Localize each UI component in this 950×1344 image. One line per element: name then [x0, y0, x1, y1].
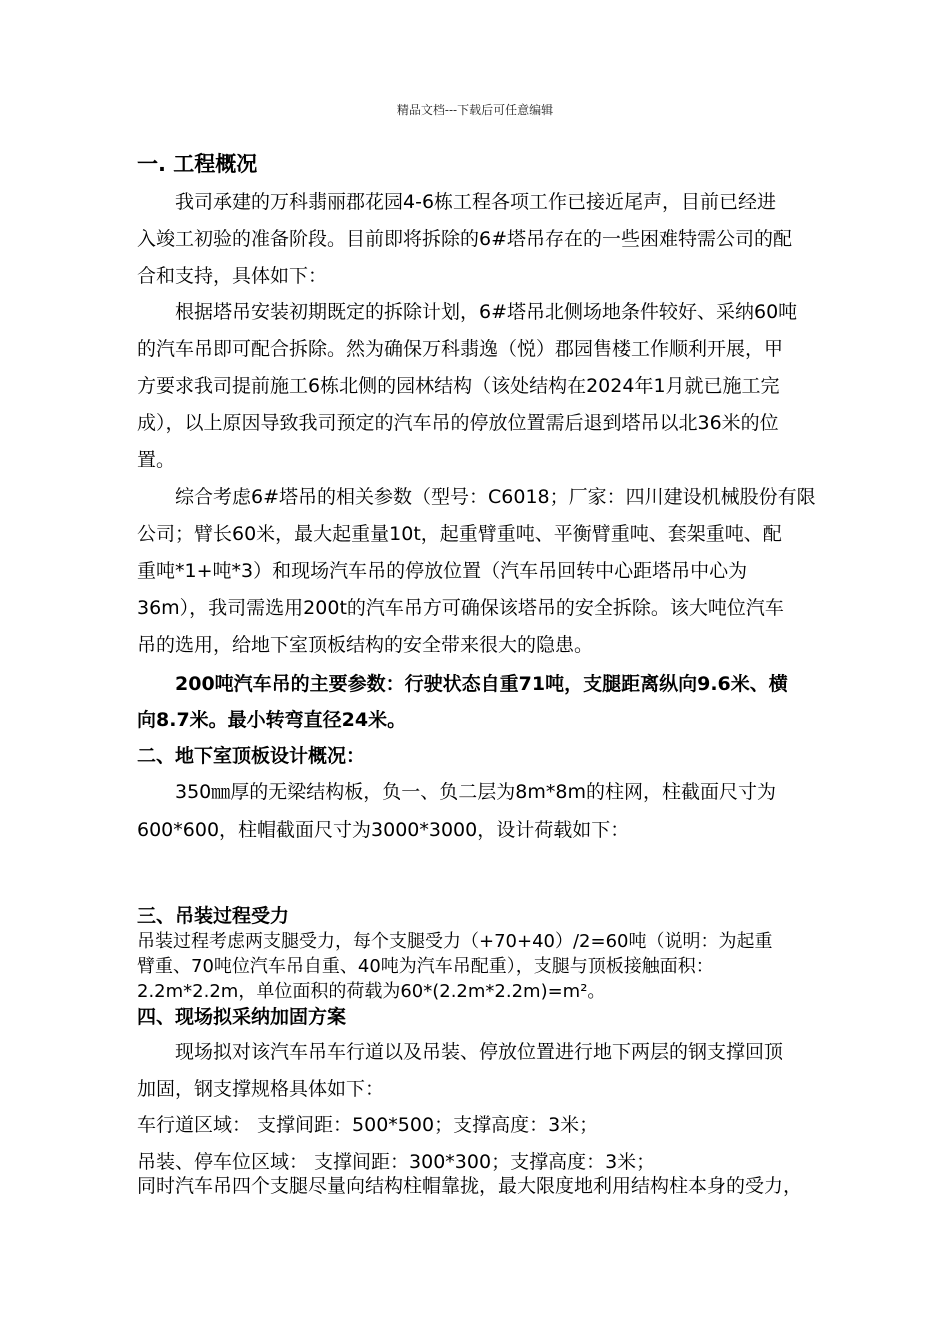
paragraph-line: 600*600，柱帽截面尺寸为3000*3000，设计荷载如下：: [137, 819, 630, 841]
paragraph-line: 加固，钢支撑规格具体如下：: [137, 1078, 385, 1100]
paragraph-line: 我司承建的万科翡丽郡花园4-6栋工程各项工作已接近尾声，目前已经进: [175, 191, 777, 213]
paragraph-line: 现场拟对该汽车吊车行道以及吊装、停放位置进行地下两层的钢支撑回顶: [175, 1041, 784, 1063]
paragraph-line: 置。: [137, 449, 176, 471]
paragraph-line: 的汽车吊即可配合拆除。然为确保万科翡逸（悦）郡园售楼工作顺利开展，甲: [137, 338, 784, 360]
section-2-title: 二、地下室顶板设计概况：: [137, 745, 366, 767]
paragraph-line: 吊的选用，给地下室顶板结构的安全带来很大的隐患。: [137, 634, 594, 656]
paragraph-line: 入竣工初验的准备阶段。目前即将拆除的6#塔吊存在的一些困难特需公司的配: [137, 228, 793, 250]
section-1-title: 一. 工程概况: [137, 152, 258, 176]
spec-line: 车行道区域： 支撑间距：500*500；支撑高度：3米；: [137, 1114, 599, 1136]
paragraph-line: 公司；臂长60米，最大起重量10t，起重臂重吨、平衡臂重吨、套架重吨、配: [137, 523, 782, 545]
paragraph-line: 合和支持，具体如下：: [137, 265, 328, 287]
bold-paragraph-line: 200吨汽车吊的主要参数：行驶状态自重71吨，支腿距离纵向9.6米、横: [175, 673, 788, 695]
paragraph-line: 重吨*1+吨*3）和现场汽车吊的停放位置（汽车吊回转中心距塔吊中心为: [137, 560, 748, 582]
section-4-title: 四、现场拟采纳加固方案: [137, 1006, 347, 1028]
paragraph-line: 同时汽车吊四个支腿尽量向结构柱帽靠拢，最大限度地利用结构柱本身的受力，: [137, 1175, 803, 1197]
paragraph-line: 根据塔吊安装初期既定的拆除计划，6#塔吊北侧场地条件较好、采纳60吨: [175, 301, 798, 323]
page-header: 精品文档---下载后可任意编辑: [396, 103, 554, 117]
paragraph-line: 36m），我司需选用200t的汽车吊方可确保该塔吊的安全拆除。该大吨位汽车: [137, 597, 784, 619]
section-3-title: 三、吊装过程受力: [137, 905, 290, 927]
spec-line: 吊装、停车位区域： 支撑间距：300*300；支撑高度：3米；: [137, 1151, 656, 1173]
paragraph-line: 2.2m*2.2m，单位面积的荷载为60*(2.2m*2.2m)=m²。: [137, 981, 606, 1002]
paragraph-line: 成），以上原因导致我司预定的汽车吊的停放位置需后退到塔吊以北36米的位: [137, 412, 779, 434]
paragraph-line: 350㎜厚的无梁结构板，负一、负二层为8m*8m的柱网，柱截面尺寸为: [175, 781, 776, 803]
paragraph-line: 综合考虑6#塔吊的相关参数（型号：C6018；厂家：四川建设机械股份有限: [175, 486, 816, 508]
paragraph-line: 吊装过程考虑两支腿受力，每个支腿受力（+70+40）/2=60吨（说明：为起重: [137, 931, 773, 952]
paragraph-line: 方要求我司提前施工6栋北侧的园林结构（该处结构在2024年1月就已施工完: [137, 375, 780, 397]
paragraph-line: 臂重、70吨位汽车吊自重、40吨为汽车吊配重），支腿与顶板接触面积：: [137, 956, 714, 977]
bold-paragraph-line: 向8.7米。最小转弯直径24米。: [137, 709, 407, 731]
